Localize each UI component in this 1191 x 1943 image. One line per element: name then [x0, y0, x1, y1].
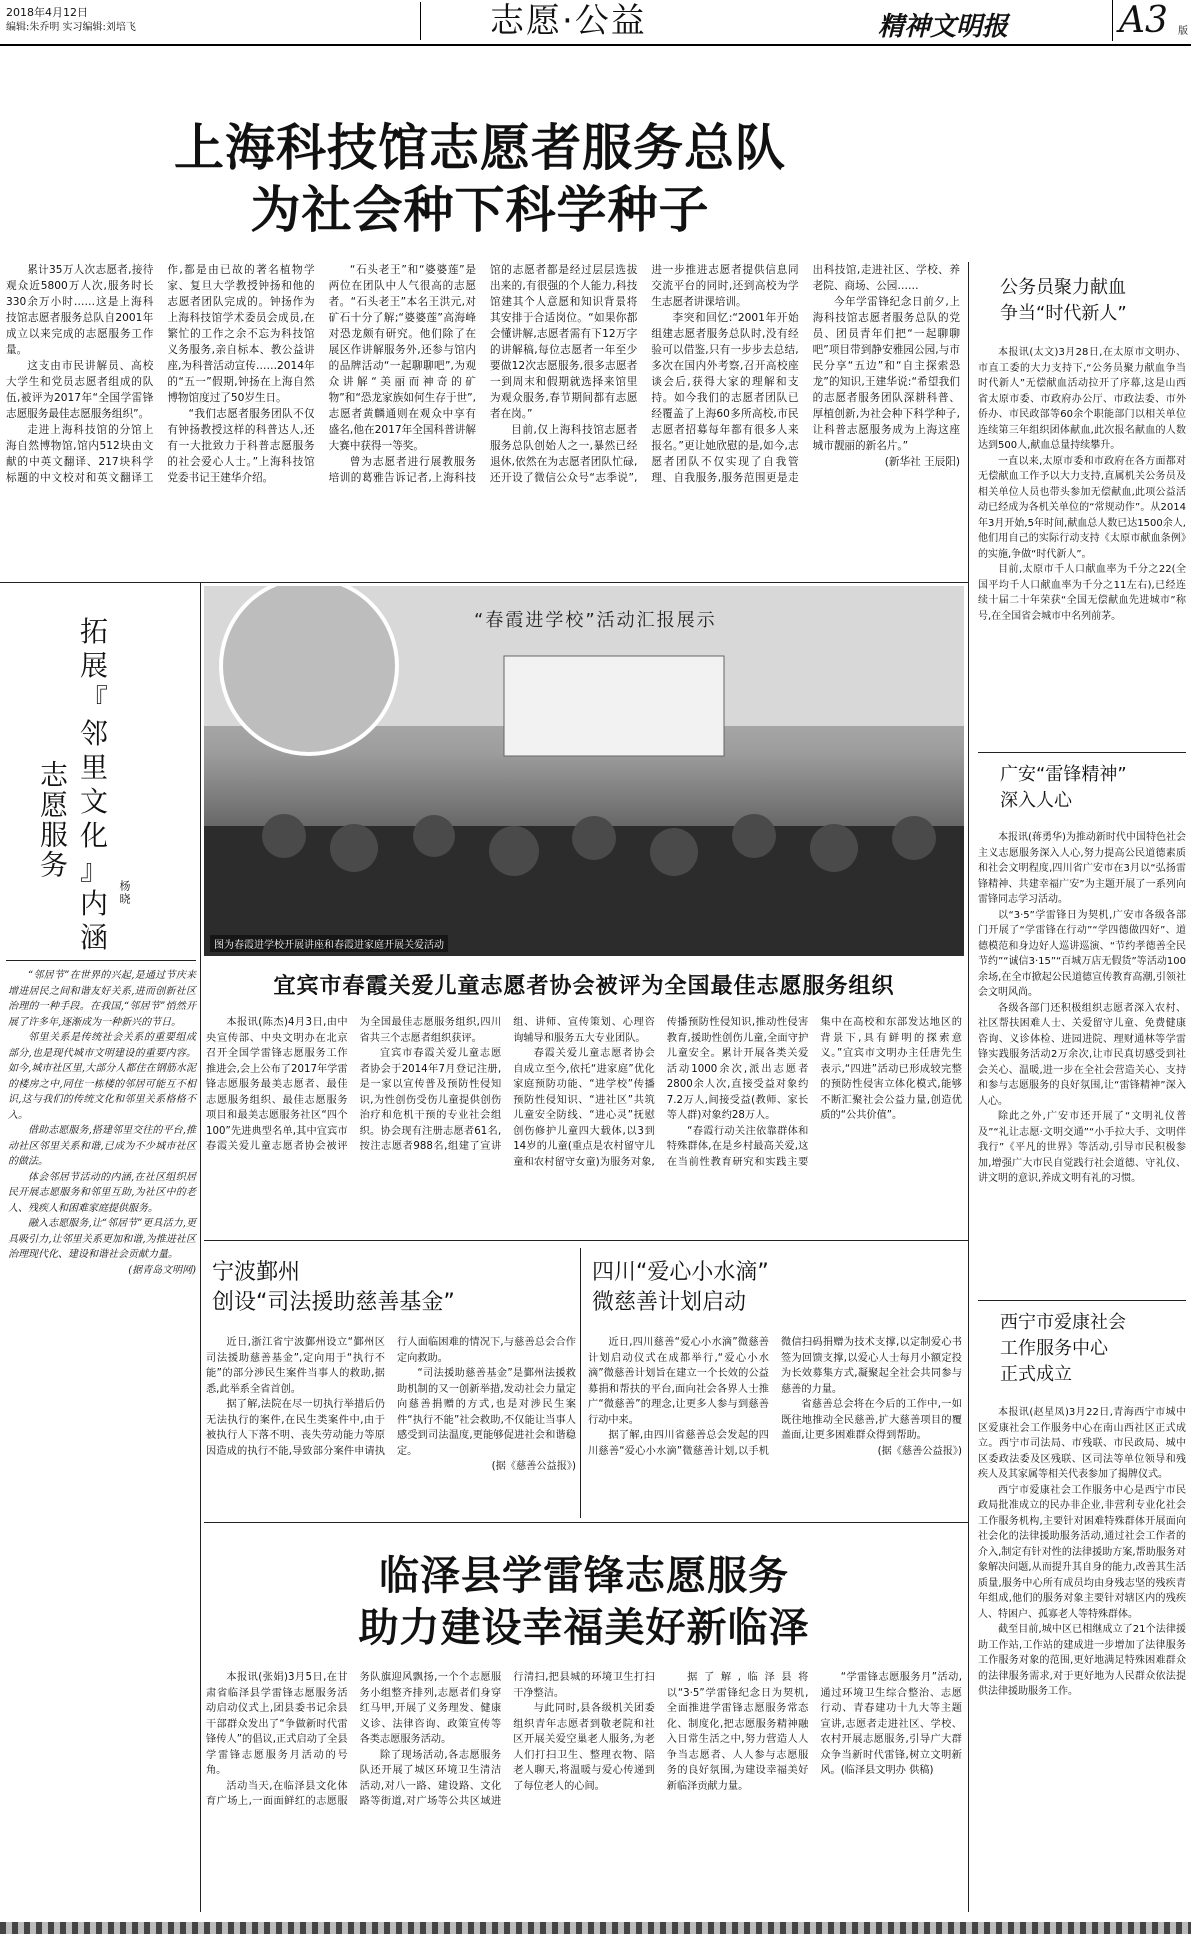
photo-scene-illustration — [204, 586, 964, 956]
feature-title-col2: 志愿服务 — [36, 760, 69, 880]
side2-paragraph: 除此之外,广安市还开展了“文明礼仪普及”“礼让志愿·文明交通”“小手拉大手、文明伴我行”《平凡的世界》等活动,引导市民积极参加,增强广大市民自觉践行社会道德、守礼仪、讲文明的意识,养成文明有礼的习惯。 — [978, 1111, 1186, 1184]
feature-byline: (据青岛文明网) — [128, 1264, 196, 1276]
yibin-paragraph: 宜宾市春霞关爱儿童志愿者协会于2014年7月登记注册,是一家以宣传普及预防性侵知识,为性创伤受伤儿童提供创伤治疗和危机干预的专业社会组织。协会现有注册志愿者61名,按注志愿者988名,组建了宣讲组、讲师、宣传策划、心理咨询辅导和服务五大专业团队。 — [359, 1017, 655, 1152]
masthead-divider-box — [420, 2, 425, 40]
lead-body — [6, 262, 960, 578]
side3-body — [978, 1405, 1186, 1700]
side2-title-line2: 深入人心 — [1000, 790, 1072, 811]
lead-paragraph: “我们志愿者服务团队不仅有钟扬教授这样的科普达人,还有一大批致力于科普志愿服务的社会爱心人士。”上海科技馆党委书记王建华介绍。 — [167, 408, 315, 484]
lead-byline: (新华社 王辰阳) — [884, 456, 960, 468]
linze-title-line1: 临泽县学雷锋志愿服务 — [379, 1553, 789, 1599]
sidebar-divider — [968, 262, 969, 1912]
feature-title-char: 文 — [79, 785, 108, 818]
feature-top-rule — [0, 582, 968, 583]
side3-paragraph: 截至目前,城中区已相继成立了21个法律援助工作站,工作站的建成进一步增加了法律服务工作服务对象的范围,更好地满足特殊困难群众的法律服务需求,对于更好地为人民群众依法提供法律援助服务工作。 — [978, 1624, 1186, 1697]
side1-paragraph: 一直以来,太原市委和市政府在各方面都对无偿献血工作予以大力支持,直属机关公务员及相关单位人员也带头参加无偿献血,此项公益活动已经成为各机关单位的“常规动作”。从2014年3月开始,5年时间,献血总人数已达1500余人,他们用自己的实际行动支持《太原市献血条例》的实施,争做“时代新人”。 — [978, 455, 1186, 560]
side3-title-line1: 西宁市爱康社会 — [1000, 1312, 1126, 1333]
feature-title-char: 涵 — [79, 921, 108, 954]
sichuan-title-line2: 微慈善计划启动 — [592, 1290, 747, 1315]
feature-author: 杨晓 — [118, 880, 131, 906]
linze-paragraph: 与此同时,县各级机关团委组织青年志愿者到敬老院和社区开展关爱空巢老人服务,为老人们打扫卫生、整理衣物、陪老人聊天,将温暖与爱心传递到了每位老人的心间。 — [513, 1703, 655, 1792]
linze-paragraph: 活动当天,在临泽县文化体育广场上,一面面鲜红的志愿服务队旗迎风飘扬,一个个志愿服务小组整齐排列,志愿者们身穿红马甲,开展了义务理发、健康义诊、法律咨询、政策宣传等各类志愿服务活动。 — [206, 1672, 502, 1807]
lead-title-line1: 上海科技馆志愿者服务总队 — [174, 119, 786, 177]
side2-paragraph: 各级各部门还积极组织志愿者深入农村、社区帮扶困难人士、关爱留守儿童、免费健康咨询、义诊体检、进园进院、理财通林等学雷锋实践服务活动2万余次,让市民真切感受到社会关心、温暖,进一步在全社会营造关心、支持和参与志愿服务的良好氛围,让“雷锋精神”深入人心。 — [978, 1002, 1186, 1107]
feature-title-char: 『 — [79, 683, 108, 716]
feature-body — [8, 968, 196, 1278]
side1-paragraph: 目前,太原市千人口献血率为千分之22(全国平均千人口献血率为千分之11左右),已经连续十届二十年荣获“全国无偿献血先进城市”称号,在全国省会城市中名列前茅。 — [978, 564, 1186, 622]
ningbo-title-line2: 创设“司法援助慈善基金” — [212, 1290, 455, 1315]
feature-title-char: 』 — [79, 853, 108, 886]
feature-title-col1 — [74, 615, 114, 955]
ningbo-byline: (据《慈善公益报》) — [491, 1461, 576, 1472]
photo-banner-text: “春霞进学校”活动汇报展示 — [474, 610, 717, 631]
lead-paragraph: 目前,仅上海科技馆志愿者服务总队创始人之一,暴然已经退休,依然在为志愿者团队忙碌,还开设了微信公众号“志季说”,进一步推进志愿者提供信息同交流平台的同时,还到高校为学生志愿者讲课培训。 — [489, 264, 799, 484]
linze-paragraph: 据了解,临泽县将以“3·5”学雷锋纪念日为契机,全面推进学雷锋志愿服务常态化、制度化,把志愿服务精神融入日常生活之中,努力营造人人争当志愿者、人人参与志愿服务的良好氛围,为建设幸福美好新临泽贡献力量。 — [666, 1672, 809, 1792]
side-rule — [978, 1300, 1186, 1301]
bottom-bar — [0, 1922, 1191, 1934]
ningbo-paragraph: “司法援助慈善基金”是鄞州法援救助机制的又一创新举措,发动社会力量定向慈善捐赠的方式,也是对涉民生案件“执行不能”社会救助,不仅能让当事人感受到司法温度,更能够促进社会和谐稳定。 — [397, 1368, 576, 1457]
lead-title-line2: 为社会种下科学种子 — [250, 181, 710, 239]
linze-paragraph: 除了现场活动,各志愿服务队还开展了城区环境卫生清洁活动,对八一路、建设路、文化路等街道,对广场等公共区域进行清扫,把县城的环境卫生打扫干净整洁。 — [359, 1672, 655, 1807]
lead-paragraph: 今年学雷锋纪念日前夕,上海科技馆志愿者服务总队的党员、团员青年们把“一起聊聊吧”项目带到静安雅园公园,与市民分享“五边”和“自主探索恐龙”的知识,王建华说:“希望我们的志愿者服务团队深耕科普、厚植创新,为社会种下科学种子,让科普志愿服务成为上海这座城市靓丽的新名片。” — [812, 296, 960, 452]
side3-title-line3: 正式成立 — [1000, 1364, 1072, 1385]
lead-paragraph: 走进上海科技馆的分馆上海自然博物馆,馆内512块由文献的中英文翻译、217块科学标题的中文校对和英文翻译工作,都是由已故的著名植物学家、复旦大学教授钟扬和他的志愿者团队完成的。钟扬作为上海科技馆学术委员会成员,在繁忙的工作之余不忘为科技馆义务服务,亲自标本、教公益讲座,为科普活动宣传……2014年的“五一”假期,钟扬在上海自然博物馆度过了50岁生日。 — [6, 264, 315, 484]
ningbo-paragraph: 近日,浙江省宁波鄞州设立“鄞州区司法援助慈善基金”,定向用于“执行不能”的部分涉民生案件当事人的救助,据悉,此举系全省首创。 — [206, 1337, 385, 1395]
feature-paragraph: 融入志愿服务,让“邻居节”更具活力,更具吸引力,让邻里关系更加和谐,为推进社区治理现代化、建设和谐社会贡献力量。 — [8, 1218, 196, 1260]
feature-paragraph: 借助志愿服务,搭建邻里交往的平台,推动社区邻里关系和谐,已成为不少城市社区的做法。 — [8, 1125, 196, 1167]
yibin-paragraph: 本报讯(陈杰)4月3日,由中央宣传部、中央文明办在北京召开全国学雷锋志愿服务工作推进会,会上公布了2017年学雷锋志愿服务最美志愿者、最佳志愿服务组织、最佳志愿服务项目和最美志愿服务社区“四个100”先进典型名单,其中宜宾市春霞关爱儿童志愿者协会被评为全国最佳志愿服务组织,四川省共三个志愿者组织获评。 — [206, 1017, 502, 1152]
feature-title-char: 内 — [79, 887, 108, 920]
ningbo-title-line1: 宁波鄞州 — [212, 1260, 301, 1285]
feature-paragraph: 邻里关系是传统社会关系的重要组成部分,也是现代城市文明建设的重要内容。如今,城市社区里,大部分人都住在钢筋水泥的楼房之中,同住一栋楼的邻居可能互不相识,这与我们的传统文化和邻里关系格格不入。 — [8, 1032, 196, 1121]
mid-rule — [204, 1240, 968, 1241]
side1-title-line2: 争当“时代新人” — [1000, 303, 1127, 324]
feature-title-char: 展 — [79, 649, 108, 682]
sichuan-paragraph: 据了解,由四川省慈善总会发起的四川慈善“爱心小水滴”微慈善计划,以手机微信扫码捐赠为技术支撑,以定制爱心书签为回馈支撑,以爱心人士每月小额定投为长效募集方式,凝聚起全社会共同参与慈善的力量。 — [588, 1337, 962, 1457]
lead-paragraph: 曾为志愿者进行展教服务培训的葛雅告诉记者,上海科技馆的志愿者都是经过层层选拔出来的,有很强的个人能力,科技馆建其个人意愿和知识背景将其安排于合适岗位。“如果你都会懂讲解,志愿者需有下12万字的讲解稿,每位志愿者一年至少要做12次志愿服务,很多志愿者一到周末和假期就选择来馆里为观众服务,春节期间都有志愿者在岗。” — [328, 264, 638, 484]
yibin-title: 宜宾市春霞关爱儿童志愿者协会被评为全国最佳志愿服务组织 — [273, 974, 895, 999]
issue-date: 2018年4月12日 — [6, 6, 88, 19]
lead-paragraph: 累计35万人次志愿者,接待观众近5800万人次,服务时长330余万小时……这是上海科技馆志愿者服务总队自2001年成立以来完成的志愿服务工作量。 — [6, 264, 154, 356]
paper-name: 精神文明报 — [878, 12, 1009, 42]
lead-paragraph: “石头老王”和“婆婆莲”是两位在团队中人气很高的志愿者。“石头老王”本名王洪元,对矿石十分了解;“婆婆莲”高海峰对恐龙颇有研究。他们除了在展区作讲解服务外,还参与馆内的品牌活动“一起聊聊吧”,为观众讲解“美丽而神奇的矿物”和“恐龙家族如何生存于世”,志愿者黄麟通则在观众中享有盛名,他在2017年全国科普讲解大赛中获得一等奖。 — [328, 264, 476, 452]
inset-photo — [221, 586, 397, 754]
side2-paragraph: 以“3·5”学雷锋日为契机,广安市各级各部门开展了“学雷锋在行动”“学四德做四好”、道德模范和身边好人巡讲巡演、“节约孝德善全民节约”“诚信3·15”“百城万店无假货”等活动100余场,在全市掀起公民道德宣传教育高潮,引领社会文明风尚。 — [978, 909, 1186, 998]
sichuan-paragraph: 省慈善总会将在今后的工作中,一如既往地推动全民慈善,扩大慈善项目的覆盖面,让更多困难群众得到帮助。 — [781, 1399, 962, 1441]
ningbo-paragraph: 据了解,法院在尽一切执行举措后仍无法执行的案件,在民生类案件中,由于被执行人下落不明、丧失劳动能力等原因造成的执行不能,导致部分案件申请执行人面临困难的情况下,与慈善总会合作定向救助。 — [206, 1337, 576, 1457]
feature-title-char: 里 — [79, 751, 108, 784]
ningbo-body — [206, 1335, 576, 1515]
linze-body — [206, 1670, 962, 1910]
page-suffix: 版 — [1178, 26, 1188, 37]
yibin-paragraph: 春霞关爱儿童志愿者协会自成立至今,依托“进家庭”优化家庭预防功能、“进学校”传播预防性侵知识、“进社区”共筑儿童安全防线、“进心灵”抚慰创伤修护儿童四大载体,以3到14岁的儿童(重点是农村留守儿童和农村留守女童)为服务对象,传播预防性侵知识,推动性侵害教育,援助性创伤儿童,全面守护儿童安全。累计开展各类关爱活动1000余次,派出志愿者2800余人次,直接受益对象约7.2万人,间接受益(教师、家长等人群)对象约28万人。 — [513, 1017, 809, 1168]
masthead-rule — [0, 44, 1191, 46]
side1-body — [978, 345, 1186, 624]
sichuan-body — [588, 1335, 962, 1515]
lead-paragraph: 李突和回忆:“2001年开始组建志愿者服务总队时,没有经验可以借鉴,只有一步步去总结,多次在国内外考察,召开高校座谈会后,获得大家的理解和支持。如今我们的志愿者团队已经覆盖了上海60多所高校,市民志愿者招募每年都有很多人来报名。”更让她欣慰的是,如今,志愿者团队不仅实现了自我管理、自我服务,服务范围更是走出科技馆,走进社区、学校、养老院、商场、公园…… — [651, 264, 960, 484]
side1-paragraph: 本报讯(太文)3月28日,在太原市文明办、市直工委的大力支持下,“公务员聚力献血争当时代新人”无偿献血活动拉开了序幕,这是山西省太原市委、市政府办公厅、市政法委、市外侨办、市民政部等60余个职能部门以相关单位连续第三年组织团体献血,此次报名献血的人数达到500人,献血总量持续攀升。 — [978, 347, 1186, 451]
side-rule — [978, 752, 1186, 753]
side2-paragraph: 本报讯(蒋勇华)为推动新时代中国特色社会主义志愿服务深入人心,努力提高公民道德素质和社会文明程度,四川省广安市在3月以“弘扬雷锋精神、共建幸福广安”为主题开展了一系列向雷锋同志学习活动。 — [978, 832, 1186, 905]
feature-title-char: 化 — [79, 819, 108, 852]
photo-caption: 图为春霞进学校开展讲座和春霞进家庭开展关爱活动 — [210, 935, 448, 952]
projection-screen — [504, 656, 724, 756]
feature-rule — [6, 960, 196, 961]
yibin-paragraph: “春霞行动关注依靠群体和特殊群体,在是乡村最高关爱,这在当前性教育研究和实践主要集中在高校和东部发达地区的背景下,具有鲜明的探索意义。”宜宾市文明办主任唐先生表示,“四进”活动已形成较完整的预防性侵害立体化模式,能够不断汇聚社会公益力量,创造优质的“公共价值”。 — [666, 1017, 962, 1168]
news-photo — [204, 586, 964, 956]
feature-title-char: 拓 — [79, 615, 108, 648]
side3-title-line2: 工作服务中心 — [1000, 1338, 1108, 1359]
feature-paragraph: 体会邻居节活动的内涵,在社区组织居民开展志愿服务和邻里互助,为社区中的老人、残疾人和困难家庭提供服务。 — [8, 1171, 196, 1214]
linze-title-line2: 助力建设幸福美好新临泽 — [358, 1605, 810, 1651]
feature-title-char: 邻 — [79, 717, 108, 750]
sichuan-title-line1: 四川“爱心小水滴” — [592, 1260, 769, 1285]
feature-paragraph: “邻居节”在世界的兴起,是通过节庆来增进居民之间和谐友好关系,进而创新社区治理的一种手段。在我国,“邻居节”悄然开展了许多年,逐渐成为一种新兴的节日。 — [8, 970, 196, 1028]
yibin-body — [206, 1015, 962, 1235]
side3-paragraph: 本报讯(赵星凤)3月22日,青海西宁市城中区爱康社会工作服务中心在南山西社区正式成立。西宁市司法局、市残联、市民政局、城中区委政法委及区残联、区司法等单位领导和残疾人及其家属等相关代表参加了揭牌仪式。 — [978, 1407, 1186, 1480]
page-number: A3 — [1112, 0, 1168, 41]
side3-paragraph: 西宁市爱康社会工作服务中心是西宁市民政局批准成立的民办非企业,非营利专业化社会工作服务机构,主要针对困难特殊群体开展面向社会化的法律援助服务活动,通过社会工作者的介入,制定有针对性的法律援助方案,帮助服务对象解决问题,从而提升其自身的能力,改善其生活质量,服务中心所有成员均由身残志坚的残疾青年组成,他们的服务对象主要针对辖区内的残疾人、特困户、孤寡老人等特殊群体。 — [978, 1484, 1186, 1620]
side2-body — [978, 830, 1186, 1187]
sichuan-byline: (据《慈善公益报》) — [877, 1445, 962, 1457]
linze-paragraph: “学雷锋志愿服务月”活动,通过环境卫生综合整治、志愿行动、青春建功十九大等主题宣讲,志愿者走进社区、学校、农村开展志愿服务,引导广大群众争当新时代雷锋,树立文明新风。(临泽县文明办 供稿) — [820, 1672, 962, 1776]
section-title: 志愿·公益 — [490, 1, 647, 41]
side2-title-line1: 广安“雷锋精神” — [1000, 764, 1127, 785]
lead-paragraph: 这支由市民讲解员、高校大学生和党员志愿者组成的队伍,被评为2017年“全国学雷锋志愿服务最佳志愿服务组织”。 — [6, 360, 154, 420]
ningbo-sichuan-divider — [580, 1248, 581, 1518]
side1-title-line1: 公务员聚力献血 — [1000, 277, 1126, 298]
editor-credits: 编辑:朱乔明 实习编辑:刘培飞 — [6, 22, 136, 33]
sichuan-paragraph: 近日,四川慈善“爱心小水滴”微慈善计划启动仪式在成都举行,“爱心小水滴”微慈善计划旨在建立一个长效的公益募捐和帮扶的平台,面向社会各界人士推广“微慈善”的理念,让更多人参与到慈善行动中来。 — [588, 1337, 769, 1426]
feature-divider — [200, 582, 201, 1912]
mid-rule — [204, 1522, 968, 1523]
linze-paragraph: 本报讯(张娟)3月5日,在甘肃省临泽县学雷锋志愿服务活动启动仪式上,团县委书记余县干部群众发出了“争做新时代雷锋传人”的倡议,正式启动了全县学雷锋志愿服务月活动的号角。 — [206, 1672, 348, 1776]
